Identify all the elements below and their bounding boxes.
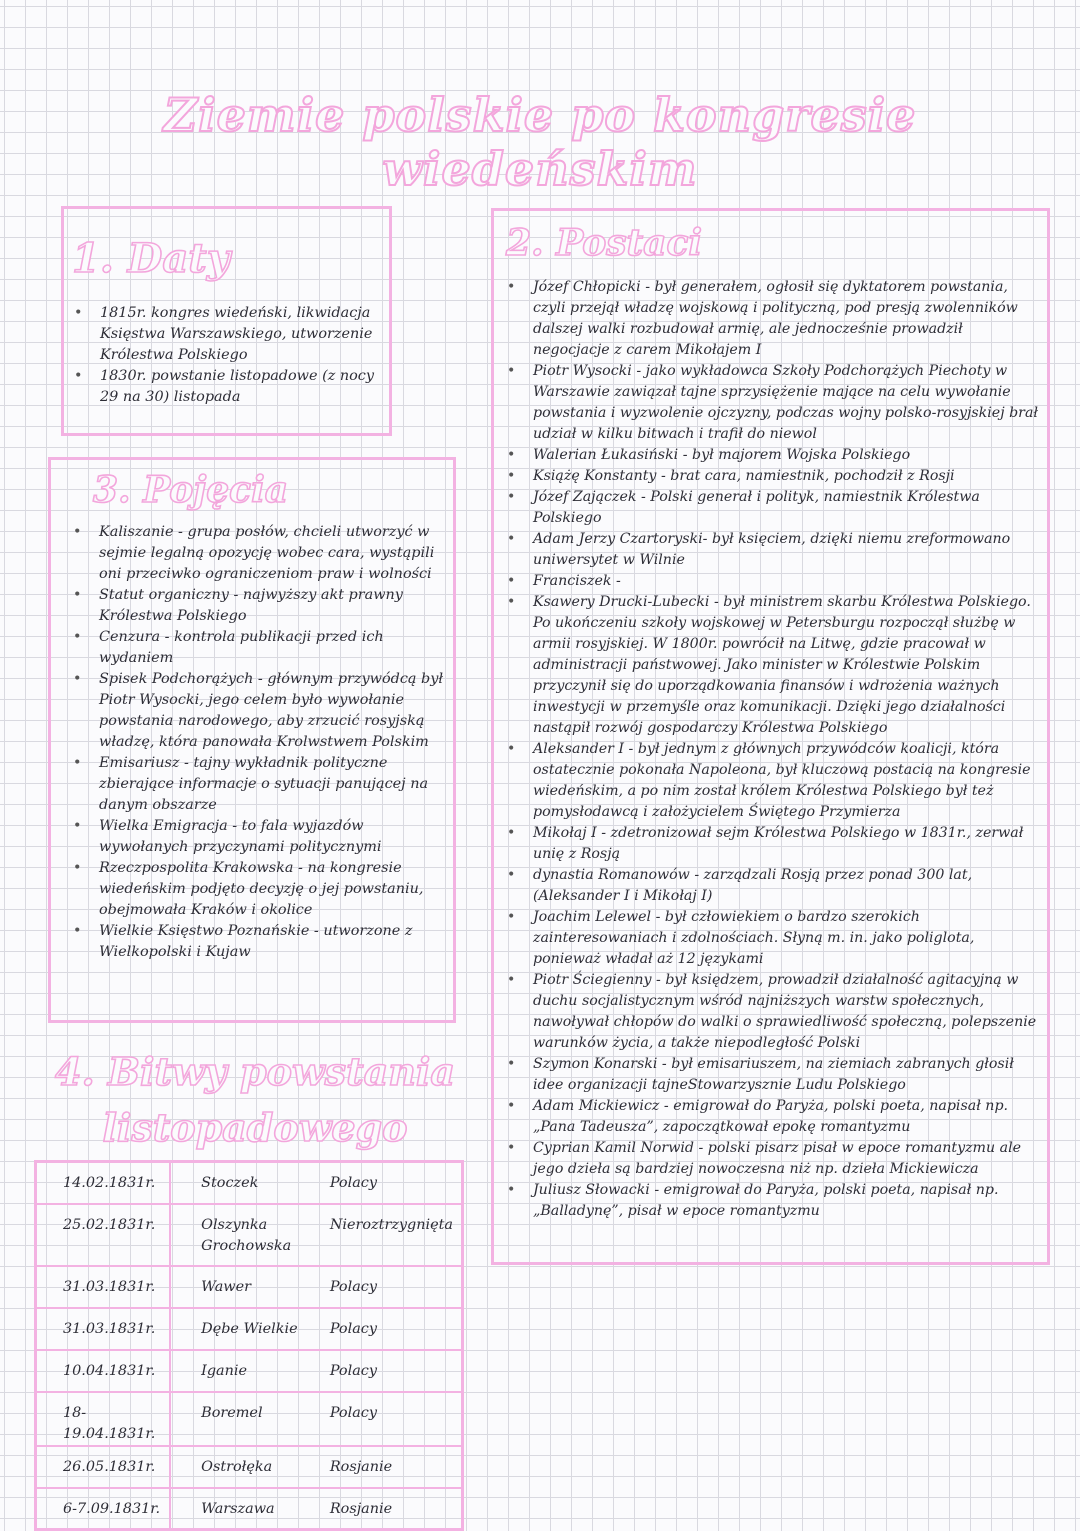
battle-winner: Polacy bbox=[308, 1350, 463, 1392]
list-item: • Szymon Konarski - był emisariuszem, na ziemiach zabranych głosił idee organizacji tajneStowarzysznie Ludu Polskiego bbox=[499, 1054, 1039, 1096]
people-section bbox=[491, 208, 1050, 1265]
battle-place: Dębe Wielkie bbox=[170, 1308, 308, 1350]
battle-date: 25.02.1831r. bbox=[36, 1204, 171, 1266]
battle-winner: Nieroztrzygnięta bbox=[308, 1204, 463, 1266]
battles-table bbox=[34, 1160, 464, 1531]
table-row bbox=[36, 1266, 463, 1308]
list-item: • Mikołaj I - zdetronizował sejm Królestwa Polskiego w 1831r., zerwał unię z Rosją bbox=[499, 823, 1039, 865]
battles-heading-line1: 4. Bitwy powstania bbox=[55, 1049, 455, 1094]
battle-place: Iganie bbox=[170, 1350, 308, 1392]
list-item: • 1830r. powstanie listopadowe (z nocy 29 na 30) listopada bbox=[66, 366, 386, 408]
battle-place: Ostrołęka bbox=[170, 1446, 308, 1488]
list-item: • Joachim Lelewel - był człowiekiem o bardzo szerokich zainteresowaniach i zdolnościach. Słyną m. in. jako poliglota, ponieważ władał aż 12 językami bbox=[499, 907, 1039, 970]
battle-place: Warszawa bbox=[170, 1488, 308, 1530]
battle-winner: Rosjanie bbox=[308, 1446, 463, 1488]
list-item: • Książę Konstanty - brat cara, namiestnik, pochodził z Rosji bbox=[499, 466, 1039, 487]
dates-section bbox=[61, 206, 392, 436]
list-item: • dynastia Romanowów - zarządzali Rosją przez ponad 300 lat, (Aleksander I i Mikołaj I) bbox=[499, 865, 1039, 907]
list-item: • Wielka Emigracja - to fala wyjazdów wywołanych przyczynami politycznymi bbox=[65, 816, 450, 858]
battle-date: 14.02.1831r. bbox=[36, 1162, 171, 1204]
list-item: • Józef Chłopicki - był generałem, ogłosił się dyktatorem powstania, czyli przejął władzę wojskową i polityczną, pod presją zwolenników dalszej walki rozbudował armię, ale jednocześnie prowadził negocjacje z carem Mikołajem I bbox=[499, 277, 1039, 361]
battles-heading bbox=[40, 1044, 470, 1156]
battles-heading-line2: listopadowego bbox=[102, 1105, 408, 1150]
list-item: • Rzeczpospolita Krakowska - na kongresie wiedeńskim podjęto decyzję o jej powstaniu, obejmowała Kraków i okolice bbox=[65, 858, 450, 921]
battle-date: 10.04.1831r. bbox=[36, 1350, 171, 1392]
list-item: • Adam Jerzy Czartoryski- był księciem, dzięki niemu zreformowano uniwersytet w Wilnie bbox=[499, 529, 1039, 571]
battle-winner: Polacy bbox=[308, 1266, 463, 1308]
dates-list bbox=[66, 303, 386, 408]
list-item: • Aleksander I - był jednym z głównych przywódców koalicji, która ostatecznie pokonała Napoleona, był kluczową postacią na kongresie wiedeńskim, a po nim został królem Królestwa Polskiego był też pomysłodawcą i założycielem Świętego Przymierza bbox=[499, 739, 1039, 823]
list-item: • Ksawery Drucki-Lubecki - był ministrem skarbu Królestwa Polskiego. Po ukończeniu szkoły wojskowej w Petersburgu rozpoczął służbę w armii rosyjskiej. W 1800r. powrócił na Litwę, gdzie pracował w administracji państwowej. Jako minister w Królestwie Polskim przyczynił się do uporządkowania finansów i wdrożenia ważnych inwestycji w przemyśle oraz komunikacji. Dzięki jego działalności nastąpił rozwój gospodarczy Królestwa Polskiego bbox=[499, 592, 1039, 739]
list-item: • Józef Zajączek - Polski generał i polityk, namiestnik Królestwa Polskiego bbox=[499, 487, 1039, 529]
list-item: • Walerian Łukasiński - był majorem Wojska Polskiego bbox=[499, 445, 1039, 466]
list-item: • Statut organiczny - najwyższy akt prawny Królestwa Polskiego bbox=[65, 585, 450, 627]
people-heading: 2. Postaci bbox=[506, 222, 703, 264]
list-item: • Adam Mickiewicz - emigrował do Paryża, polski poeta, napisał np. „Pana Tadeusza”, zapoczątkował epokę romantyzmu bbox=[499, 1096, 1039, 1138]
table-row bbox=[36, 1204, 463, 1266]
list-item: • Emisariusz - tajny wykładnik polityczne zbierające informacje o sytuacji panującej na danym obszarze bbox=[65, 753, 450, 816]
battle-place: Wawer bbox=[170, 1266, 308, 1308]
battle-winner: Rosjanie bbox=[308, 1488, 463, 1530]
list-item: • Cenzura - kontrola publikacji przed ich wydaniem bbox=[65, 627, 450, 669]
battle-date: 31.03.1831r. bbox=[36, 1266, 171, 1308]
battle-date: 18-19.04.1831r. bbox=[36, 1392, 171, 1446]
battle-date: 26.05.1831r. bbox=[36, 1446, 171, 1488]
battle-place: Olszynka Grochowska bbox=[170, 1204, 308, 1266]
table-row bbox=[36, 1350, 463, 1392]
battle-winner: Polacy bbox=[308, 1308, 463, 1350]
battle-winner: Polacy bbox=[308, 1392, 463, 1446]
people-list bbox=[499, 277, 1039, 1222]
table-row bbox=[36, 1392, 463, 1446]
table-row bbox=[36, 1162, 463, 1204]
dates-heading: 1. Daty bbox=[72, 235, 231, 282]
list-item: • 1815r. kongres wiedeński, likwidacja Księstwa Warszawskiego, utworzenie Królestwa Polskiego bbox=[66, 303, 386, 366]
list-item: • Kaliszanie - grupa posłów, chcieli utworzyć w sejmie legalną opozycję wobec cara, wystąpili oni przeciwko ograniczeniom praw i wolności bbox=[65, 522, 450, 585]
battle-place: Stoczek bbox=[170, 1162, 308, 1204]
concepts-section bbox=[48, 457, 456, 1023]
list-item: • Piotr Wysocki - jako wykładowca Szkoły Podchorążych Piechoty w Warszawie zawiązał tajne sprzysiężenie mające na celu wywołanie powstania i wyzwolenie ojczyzny, podczas wojny polsko-rosyjskiej brał udział w kilku bitwach i trafił do niewol bbox=[499, 361, 1039, 445]
concepts-list bbox=[65, 522, 450, 963]
table-row bbox=[36, 1308, 463, 1350]
list-item: • Cyprian Kamil Norwid - polski pisarz pisał w epoce romantyzmu ale jego dzieła są bardziej nowoczesna niż np. dzieła Mickiewicza bbox=[499, 1138, 1039, 1180]
battle-date: 6-7.09.1831r. bbox=[36, 1488, 171, 1530]
battle-date: 31.03.1831r. bbox=[36, 1308, 171, 1350]
list-item: • Juliusz Słowacki - emigrował do Paryża, polski poeta, napisał np. „Balladynę”, pisał w epoce romantyzmu bbox=[499, 1180, 1039, 1222]
table-row bbox=[36, 1488, 463, 1530]
list-item: • Wielkie Księstwo Poznańskie - utworzone z Wielkopolski i Kujaw bbox=[65, 921, 450, 963]
table-row bbox=[36, 1446, 463, 1488]
list-item: • Piotr Ściegienny - był księdzem, prowadził działalność agitacyjną w duchu socjalistycznym wśród najniższych warstw społecznych, nawoływał chłopów do walki o sprawiedliwość społeczną, polepszenie warunków życia, a także niepodległość Polski bbox=[499, 970, 1039, 1054]
page-title: Ziemie polskie po kongresie wiedeńskim bbox=[163, 88, 917, 196]
list-item: • Franciszek - bbox=[499, 571, 1039, 592]
list-item: • Spisek Podchorążych - głównym przywódcą był Piotr Wysocki, jego celem było wywołanie powstania narodowego, aby zrzucić rosyjską władzę, która panowała Krolwstwem Polskim bbox=[65, 669, 450, 753]
battle-place: Boremel bbox=[170, 1392, 308, 1446]
concepts-heading: 3. Pojęcia bbox=[93, 469, 289, 511]
battle-winner: Polacy bbox=[308, 1162, 463, 1204]
